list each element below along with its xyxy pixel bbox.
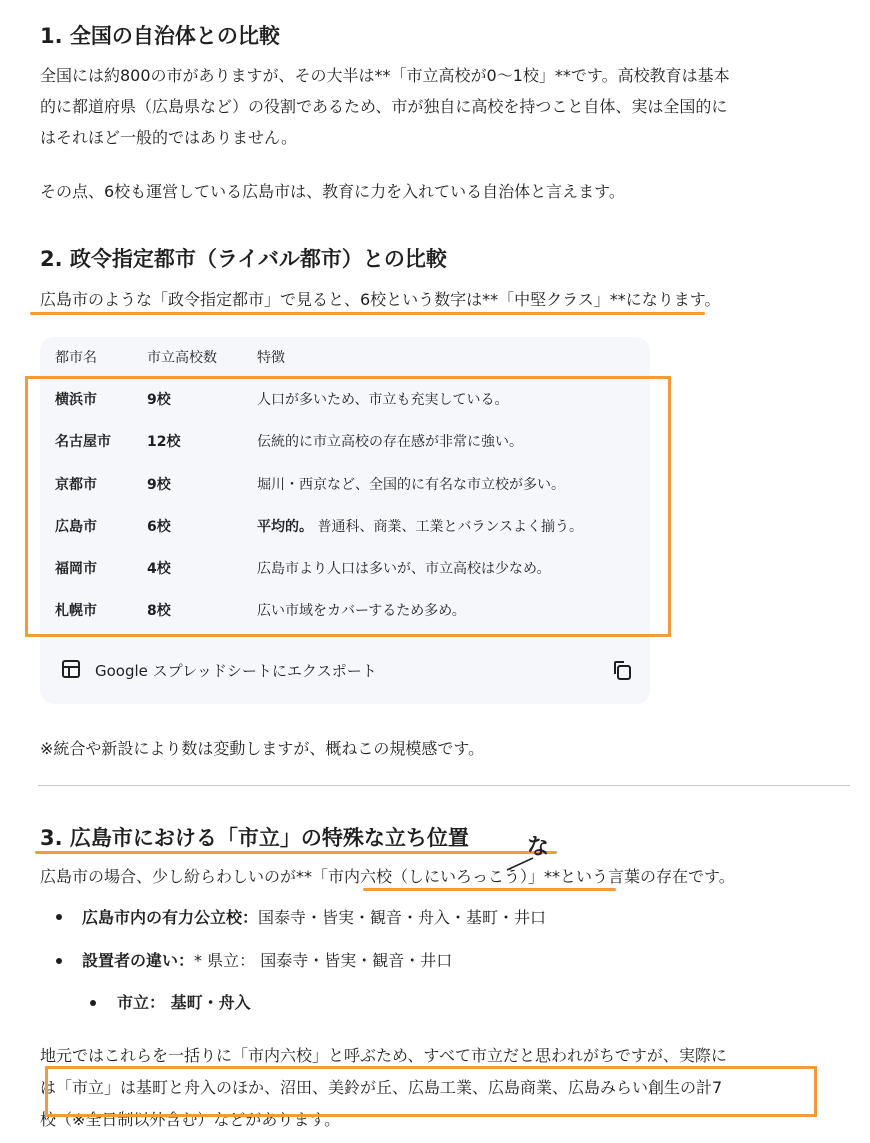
- section1-heading: 1. 全国の自治体との比較: [40, 24, 280, 48]
- section1-para1-line2: 的に都道府県（広島県など）の役割であるため、市が独自に高校を持つこと自体、実は全国的に: [40, 97, 728, 116]
- table-header-count: 市立高校数: [147, 350, 217, 366]
- bullet-item-2: [82, 945, 452, 976]
- annotation-underline-term: [363, 888, 616, 891]
- section2-note: ※統合や新設により数は変動しますが、概ねこの規模感です。: [40, 739, 485, 758]
- section3-intro: 広島市の場合、少し紛らわしいのが**「市内六校（しにいろっこう）」**という言葉の存在です。: [40, 867, 735, 886]
- table-cell-count: 6校: [147, 519, 171, 535]
- table-cell-feature: 堀川・西京など、全国的に有名な市立校が多い。: [257, 477, 565, 493]
- bullet-icon: [56, 914, 62, 920]
- table-cell-city: 京都市: [55, 477, 97, 493]
- table-cell-feature: 伝統的に市立高校の存在感が非常に強い。: [257, 434, 523, 450]
- section3-para-line3: 校（※全日制以外含む）などがあります。: [40, 1110, 341, 1129]
- bullet-icon: [90, 1000, 96, 1006]
- section1-para1-line1: 全国には約800の市がありますが、その大半は**「市立高校が0〜1校」**です。高校教育は基本: [40, 66, 730, 85]
- section3-para-line2: は「市立」は基町と舟入のほか、沼田、美鈴が丘、広島工業、広島商業、広島みらい創生の計7: [40, 1078, 723, 1097]
- table-cell-count: 4校: [147, 561, 171, 577]
- annotation-box-table: [25, 376, 671, 637]
- table-header-feature: 特徴: [257, 350, 285, 366]
- export-to-sheets-button[interactable]: [55, 652, 415, 688]
- table-cell-city: 横浜市: [55, 392, 97, 408]
- bullet-icon: [56, 958, 62, 964]
- bullet-item-1-text: 国泰寺・皆実・観音・舟入・基町・井口: [258, 908, 547, 927]
- annotation-box-paragraph: [45, 1066, 817, 1117]
- table-cell-count: 8校: [147, 603, 171, 619]
- copy-icon[interactable]: [611, 659, 633, 681]
- bullet-item-2-text: * 県立： 国泰寺・皆実・観音・井口: [194, 951, 453, 970]
- bullet-item-1: [82, 902, 546, 933]
- table-cell-feature: 広い市域をカバーするため多め。: [257, 603, 466, 619]
- export-label: Google スプレッドシートにエクスポート: [95, 662, 377, 680]
- annotation-underline-heading: [35, 851, 557, 854]
- table-header-city: 都市名: [55, 350, 97, 366]
- annotation-underline-intro: [30, 312, 705, 315]
- spreadsheet-icon: [61, 659, 81, 679]
- table-cell-city: 広島市: [55, 519, 97, 535]
- section2-intro: 広島市のような「政令指定都市」で見ると、6校という数字は**「中堅クラス」**になります。: [40, 290, 721, 309]
- sub-bullet-item: [117, 987, 251, 1018]
- table-cell-feature-bold: 平均的。: [257, 519, 313, 535]
- table-cell-count: 12校: [147, 434, 181, 450]
- table-cell-count: 9校: [147, 392, 171, 408]
- table-cell-city: 名古屋市: [55, 434, 111, 450]
- handwritten-annotation: な: [527, 835, 550, 860]
- section2-heading: 2. 政令指定都市（ライバル都市）との比較: [40, 247, 447, 271]
- section1-para1-line3: はそれほど一般的ではありません。: [40, 128, 297, 147]
- section3-para-line1: 地元ではこれらを一括りに「市内六校」と呼ぶため、すべて市立だと思われがちですが、実際に: [40, 1046, 727, 1065]
- bullet-item-1-label: 広島市内の有力公立校：: [82, 908, 259, 927]
- table-cell-feature: 人口が多いため、市立も充実している。: [257, 392, 509, 408]
- sub-bullet-text: 基町・舟入: [170, 993, 251, 1012]
- divider: [38, 785, 850, 786]
- table-cell-count: 9校: [147, 477, 171, 493]
- section3-heading: 3. 広島市における「市立」の特殊な立ち位置: [40, 826, 469, 850]
- section1-para2: その点、6校も運営している広島市は、教育に力を入れている自治体と言えます。: [40, 182, 625, 201]
- table-cell-feature-text: 普通科、商業、工業とバランスよく揃う。: [317, 519, 584, 535]
- table-cell-city: 福岡市: [55, 561, 97, 577]
- sub-bullet-label: 市立：: [117, 993, 166, 1012]
- bullet-item-2-label: 設置者の違い：: [82, 951, 195, 970]
- table-cell-city: 札幌市: [55, 603, 97, 619]
- table-cell-feature: 広島市より人口は多いが、市立高校は少なめ。: [257, 561, 551, 577]
